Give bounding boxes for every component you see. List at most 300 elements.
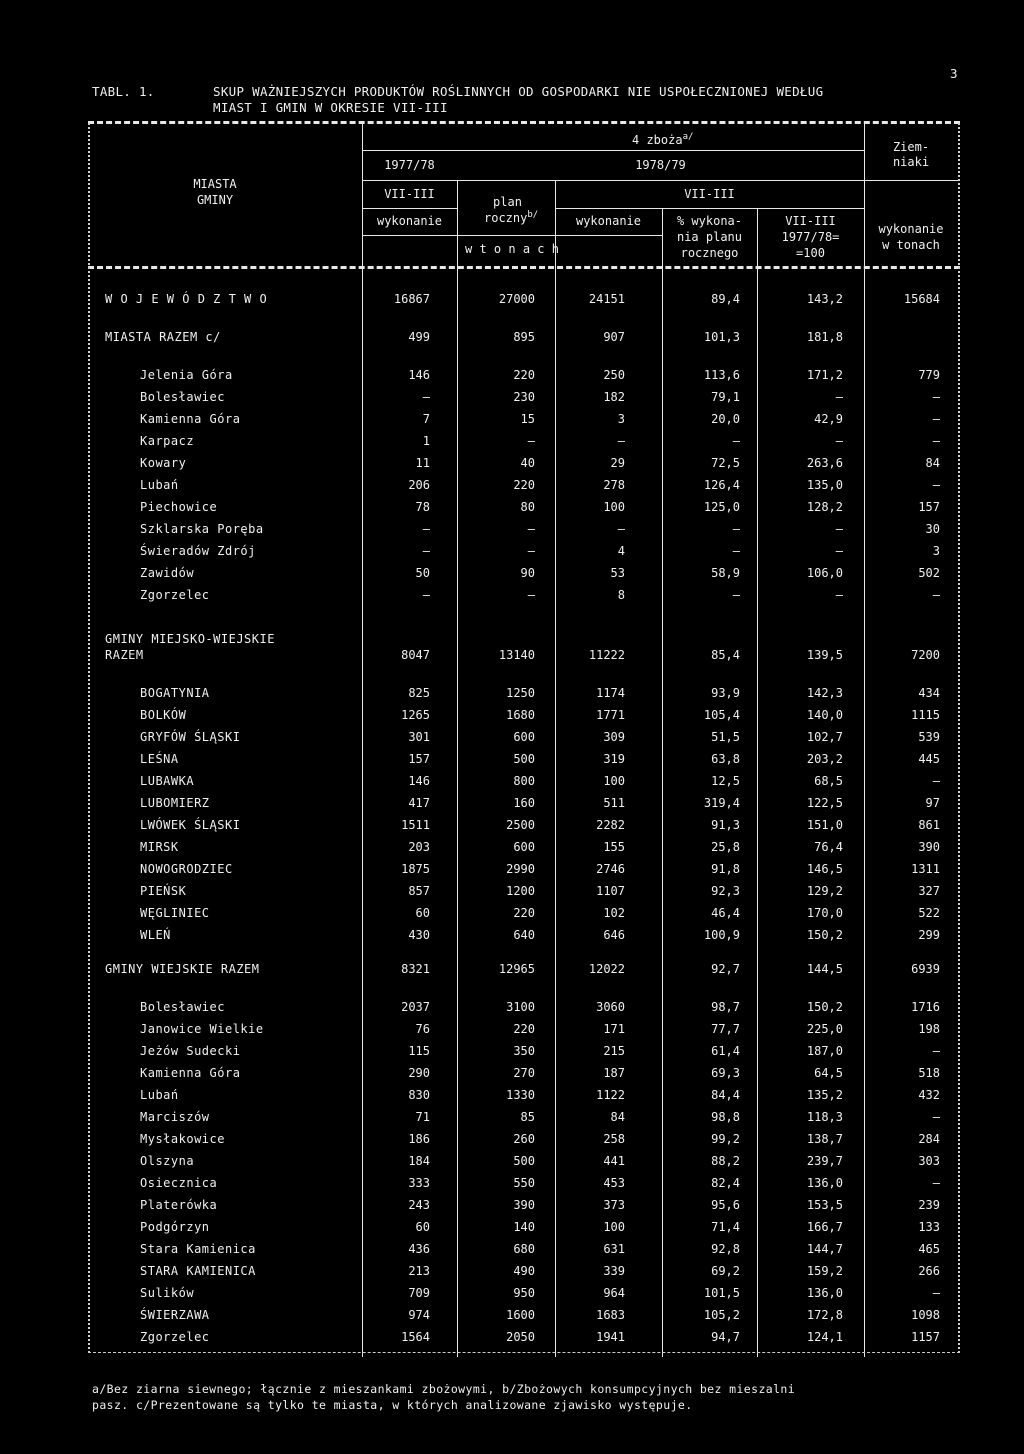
cell-col-6: 7200 (911, 648, 940, 662)
cell-col-1: 115 (408, 1044, 430, 1058)
cell-col-6: 15684 (903, 292, 940, 306)
cell-col-5: 76,4 (814, 840, 843, 854)
cell-col-6: – (932, 412, 940, 426)
cell-col-1: 1564 (401, 1330, 430, 1344)
row-label: Lubań (140, 478, 179, 492)
cell-col-3: 29 (610, 456, 625, 470)
cell-col-2: 2050 (506, 1330, 535, 1344)
table-row (0, 818, 1024, 838)
cell-col-3: 8 (617, 588, 625, 602)
cell-col-5: 138,7 (806, 1132, 843, 1146)
cell-col-4: 95,6 (711, 1198, 740, 1212)
cell-col-3: 646 (603, 928, 625, 942)
table-row (0, 292, 1024, 312)
cell-col-6: 3 (932, 544, 940, 558)
cell-col-5: 170,0 (806, 906, 843, 920)
row-label: Mysłakowice (140, 1132, 225, 1146)
row-label: NOWOGRODZIEC (140, 862, 233, 876)
cell-col-5: – (835, 544, 843, 558)
header-line-f (362, 235, 662, 236)
cell-col-1: 974 (408, 1308, 430, 1322)
cell-col-5: 135,0 (806, 478, 843, 492)
table-row (0, 1110, 1024, 1130)
cell-col-1: 16867 (393, 292, 430, 306)
wykonanie-1977-header: wykonanie (376, 214, 443, 228)
cell-col-2: 90 (520, 566, 535, 580)
row-label: Lubań (140, 1088, 179, 1102)
cell-col-6: 522 (918, 906, 940, 920)
cell-col-3: 250 (603, 368, 625, 382)
row-label: WLEŃ (140, 928, 171, 942)
cell-col-5: 142,3 (806, 686, 843, 700)
cell-col-4: 125,0 (703, 500, 740, 514)
roczny-header: roczny$^{b/}$ (484, 210, 539, 225)
cell-col-2: 220 (513, 906, 535, 920)
cell-col-5: 150,2 (806, 928, 843, 942)
cell-col-4: 58,9 (711, 566, 740, 580)
cell-col-3: 84 (610, 1110, 625, 1124)
cell-col-6: 432 (918, 1088, 940, 1102)
cell-col-6: 6939 (911, 962, 940, 976)
cell-col-4: 72,5 (711, 456, 740, 470)
cell-col-3: 2746 (596, 862, 625, 876)
row-label: W O J E W Ó D Z T W O (105, 292, 268, 306)
row-label: Zgorzelec (140, 1330, 210, 1344)
wykonanie-tonach-header-2: w tonach (882, 238, 940, 252)
plan-header: plan (493, 195, 522, 209)
header-line-a (362, 150, 864, 151)
cell-col-5: 118,3 (806, 1110, 843, 1124)
cell-col-1: 146 (408, 368, 430, 382)
cell-col-2: 80 (520, 500, 535, 514)
cell-col-6: 465 (918, 1242, 940, 1256)
cell-col-2: – (527, 588, 535, 602)
table-row (0, 632, 1024, 662)
cell-col-6: 518 (918, 1066, 940, 1080)
cell-col-3: 53 (610, 566, 625, 580)
cell-col-1: 184 (408, 1154, 430, 1168)
year-1977-header: 1977/78 (384, 158, 435, 172)
cell-col-1: – (422, 544, 430, 558)
cell-col-4: 98,7 (711, 1000, 740, 1014)
table-row (0, 774, 1024, 794)
cell-col-6: 502 (918, 566, 940, 580)
cell-col-6: 1098 (911, 1308, 940, 1322)
cell-col-4: 46,4 (711, 906, 740, 920)
header-bottom-rule (88, 266, 960, 269)
cell-col-6: 1716 (911, 1000, 940, 1014)
table-row (0, 1176, 1024, 1196)
index-header-1: VII-III (785, 214, 836, 228)
cell-col-4: 105,4 (703, 708, 740, 722)
units-header: w t o n a c h (465, 242, 559, 256)
cell-col-4: 84,4 (711, 1088, 740, 1102)
cell-col-4: 113,6 (703, 368, 740, 382)
cell-col-6: 239 (918, 1198, 940, 1212)
cell-col-4: 92,7 (711, 962, 740, 976)
table-row (0, 434, 1024, 454)
cell-col-2: 680 (513, 1242, 535, 1256)
cell-col-4: 89,4 (711, 292, 740, 306)
table-row (0, 962, 1024, 982)
cell-col-6: – (932, 390, 940, 404)
cell-col-1: 499 (408, 330, 430, 344)
cell-col-3: 3060 (596, 1000, 625, 1014)
cell-col-5: 42,9 (814, 412, 843, 426)
ziemniaki-header-2: niaki (892, 155, 930, 169)
cell-col-3: 102 (603, 906, 625, 920)
cell-col-5: 135,2 (806, 1088, 843, 1102)
cell-col-3: 12022 (588, 962, 625, 976)
row-label: Zawidów (140, 566, 195, 580)
row-label: LUBOMIERZ (140, 796, 210, 810)
header-line-e (864, 180, 958, 181)
cell-col-4: 100,9 (703, 928, 740, 942)
cell-col-3: 3 (617, 412, 625, 426)
cell-col-4: 77,7 (711, 1022, 740, 1036)
cell-col-4: 12,5 (711, 774, 740, 788)
cell-col-1: 290 (408, 1066, 430, 1080)
table-row (0, 1066, 1024, 1086)
cell-col-6: – (932, 434, 940, 448)
cell-col-6: 1115 (911, 708, 940, 722)
cell-col-2: 160 (513, 796, 535, 810)
table-row (0, 478, 1024, 498)
row-label: MIASTA RAZEM c/ (105, 330, 221, 344)
cell-col-4: 69,3 (711, 1066, 740, 1080)
cell-col-5: 136,0 (806, 1286, 843, 1300)
cell-col-2: 2990 (506, 862, 535, 876)
cell-col-4: 20,0 (711, 412, 740, 426)
cell-col-5: 171,2 (806, 368, 843, 382)
cell-col-3: 171 (603, 1022, 625, 1036)
cell-col-5: 187,0 (806, 1044, 843, 1058)
cell-col-2: 40 (520, 456, 535, 470)
table-row (0, 928, 1024, 948)
row-label: BOLKÓW (140, 708, 187, 722)
row-label: Kamienna Góra (140, 1066, 241, 1080)
cell-col-6: – (932, 1044, 940, 1058)
cell-col-2: 85 (520, 1110, 535, 1124)
cell-col-5: 150,2 (806, 1000, 843, 1014)
cell-col-3: 215 (603, 1044, 625, 1058)
row-label: Świeradów Zdrój (140, 544, 256, 558)
cell-col-3: 1174 (596, 686, 625, 700)
cell-col-6: 133 (918, 1220, 940, 1234)
cell-col-1: 7 (422, 412, 430, 426)
cell-col-5: 239,7 (806, 1154, 843, 1168)
wykonanie-tonach-header-1: wykonanie (878, 222, 944, 236)
cell-col-4: 88,2 (711, 1154, 740, 1168)
cell-col-6: 303 (918, 1154, 940, 1168)
cell-col-1: 857 (408, 884, 430, 898)
table-row (0, 1242, 1024, 1262)
table-row (0, 884, 1024, 904)
cell-col-5: 151,0 (806, 818, 843, 832)
cell-col-4: 126,4 (703, 478, 740, 492)
cell-col-2: 220 (513, 368, 535, 382)
cell-col-1: 825 (408, 686, 430, 700)
cell-col-5: 140,0 (806, 708, 843, 722)
cell-col-6: 299 (918, 928, 940, 942)
row-label: Jelenia Góra (140, 368, 233, 382)
cell-col-3: – (617, 434, 625, 448)
cell-col-2: 270 (513, 1066, 535, 1080)
cell-col-1: 146 (408, 774, 430, 788)
cell-col-2: 350 (513, 1044, 535, 1058)
row-label: Osiecznica (140, 1176, 218, 1190)
cell-col-3: 278 (603, 478, 625, 492)
cell-col-4: – (732, 434, 740, 448)
cell-col-1: 157 (408, 752, 430, 766)
cell-col-2: 220 (513, 478, 535, 492)
cell-col-1: 1511 (401, 818, 430, 832)
cell-col-2: 640 (513, 928, 535, 942)
cell-col-4: 319,4 (703, 796, 740, 810)
cell-col-4: 93,9 (711, 686, 740, 700)
stub-header-1: MIASTA (193, 177, 237, 191)
cell-col-3: 182 (603, 390, 625, 404)
table-row (0, 544, 1024, 564)
cell-col-6: 434 (918, 686, 940, 700)
cell-col-5: 144,7 (806, 1242, 843, 1256)
cell-col-4: 91,3 (711, 818, 740, 832)
table-row (0, 500, 1024, 520)
cell-col-3: 453 (603, 1176, 625, 1190)
table-row (0, 390, 1024, 410)
row-label: GMINY MIEJSKO-WIEJSKIE (105, 632, 275, 646)
cell-col-3: 1107 (596, 884, 625, 898)
row-label: STARA KAMIENICA (140, 1264, 256, 1278)
table-row (0, 566, 1024, 586)
row-label: Olszyna (140, 1154, 195, 1168)
cell-col-6: 157 (918, 500, 940, 514)
cell-col-2: 490 (513, 1264, 535, 1278)
table-row (0, 330, 1024, 350)
row-label: Karpacz (140, 434, 195, 448)
table-row (0, 1044, 1024, 1064)
cell-col-6: – (932, 1110, 940, 1124)
row-label: Kamienna Góra (140, 412, 241, 426)
footnote-1: a/Bez ziarna siewnego; łącznie z mieszankami zbożowymi, b/Zbożowych konsumpcyjnych bez mieszalni (92, 1382, 796, 1396)
cell-col-3: 100 (603, 1220, 625, 1234)
cell-col-6: 390 (918, 840, 940, 854)
cell-col-1: 8321 (401, 962, 430, 976)
cell-col-2: 13140 (498, 648, 535, 662)
cell-col-3: 24151 (588, 292, 625, 306)
table-label: TABL. 1. (92, 84, 155, 99)
cell-col-4: 79,1 (711, 390, 740, 404)
cell-col-2: 550 (513, 1176, 535, 1190)
cell-col-6: 198 (918, 1022, 940, 1036)
cell-col-4: 63,8 (711, 752, 740, 766)
cell-col-4: 99,2 (711, 1132, 740, 1146)
cell-col-4: 92,8 (711, 1242, 740, 1256)
cell-col-2: 140 (513, 1220, 535, 1234)
header-line-b (362, 180, 864, 181)
table-row (0, 752, 1024, 772)
index-header-2: 1977/78= (781, 230, 840, 244)
cell-col-5: 166,7 (806, 1220, 843, 1234)
cell-col-1: 709 (408, 1286, 430, 1300)
row-label: Jeżów Sudecki (140, 1044, 241, 1058)
row-label: Szklarska Poręba (140, 522, 264, 536)
cell-col-4: – (732, 544, 740, 558)
cell-col-1: 203 (408, 840, 430, 854)
row-label: GRYFÓW ŚLĄSKI (140, 730, 241, 744)
row-label: MIRSK (140, 840, 179, 854)
cell-col-1: 243 (408, 1198, 430, 1212)
cell-col-5: – (835, 390, 843, 404)
cell-col-2: 1250 (506, 686, 535, 700)
row-label: Sulików (140, 1286, 195, 1300)
table-row (0, 588, 1024, 608)
cell-col-6: – (932, 774, 940, 788)
page-number: 3 (950, 66, 958, 81)
cell-col-2: 1600 (506, 1308, 535, 1322)
table-title-line1: SKUP WAŻNIEJSZYCH PRODUKTÓW ROŚLINNYCH OD GOSPODARKI NIE USPOŁECZNIONEJ WEDŁUG (213, 84, 824, 99)
period-header-2: VII-III (684, 187, 735, 201)
cell-col-3: 964 (603, 1286, 625, 1300)
cell-col-6: – (932, 478, 940, 492)
cell-col-3: 100 (603, 500, 625, 514)
cell-col-3: 100 (603, 774, 625, 788)
cell-col-5: 203,2 (806, 752, 843, 766)
cell-col-3: 4 (617, 544, 625, 558)
cell-col-2: 1330 (506, 1088, 535, 1102)
cell-col-5: 225,0 (806, 1022, 843, 1036)
row-label: Bolesławiec (140, 1000, 225, 1014)
cell-col-6: – (932, 588, 940, 602)
header-line-c (362, 208, 457, 209)
table-row (0, 368, 1024, 388)
cell-col-5: – (835, 588, 843, 602)
row-label: Zgorzelec (140, 588, 210, 602)
cell-col-5: 172,8 (806, 1308, 843, 1322)
cell-col-4: 91,8 (711, 862, 740, 876)
cell-col-2: 230 (513, 390, 535, 404)
cell-col-4: 69,2 (711, 1264, 740, 1278)
cell-col-2: 600 (513, 730, 535, 744)
cell-col-5: 144,5 (806, 962, 843, 976)
table-row (0, 1286, 1024, 1306)
cell-col-2: 12965 (498, 962, 535, 976)
cell-col-2: – (527, 522, 535, 536)
cell-col-1: – (422, 588, 430, 602)
table-row (0, 522, 1024, 542)
cell-col-2: 390 (513, 1198, 535, 1212)
row-label: Platerówka (140, 1198, 218, 1212)
cell-col-4: 25,8 (711, 840, 740, 854)
cell-col-1: 1875 (401, 862, 430, 876)
table-row (0, 862, 1024, 882)
cell-col-5: 136,0 (806, 1176, 843, 1190)
cell-col-2: 500 (513, 752, 535, 766)
row-label: Stara Kamienica (140, 1242, 256, 1256)
cell-col-5: 128,2 (806, 500, 843, 514)
cell-col-6: 1311 (911, 862, 940, 876)
row-label-cont: RAZEM (105, 648, 144, 662)
row-label: Podgórzyn (140, 1220, 210, 1234)
cell-col-5: 129,2 (806, 884, 843, 898)
cell-col-4: – (732, 522, 740, 536)
cell-col-2: 800 (513, 774, 535, 788)
cell-col-1: 1 (422, 434, 430, 448)
cell-col-6: 266 (918, 1264, 940, 1278)
cell-col-3: 511 (603, 796, 625, 810)
row-label: Bolesławiec (140, 390, 225, 404)
header-top-rule (88, 121, 960, 124)
table-row (0, 1198, 1024, 1218)
cell-col-3: 155 (603, 840, 625, 854)
cell-col-3: 319 (603, 752, 625, 766)
cell-col-5: 106,0 (806, 566, 843, 580)
cell-col-5: 102,7 (806, 730, 843, 744)
cell-col-3: 187 (603, 1066, 625, 1080)
index-header-3: =100 (796, 246, 825, 260)
cell-col-4: 82,4 (711, 1176, 740, 1190)
cell-col-1: 50 (415, 566, 430, 580)
cell-col-6: 327 (918, 884, 940, 898)
cell-col-5: 64,5 (814, 1066, 843, 1080)
cell-col-6: 97 (925, 796, 940, 810)
cell-col-4: 71,4 (711, 1220, 740, 1234)
footnote-rule (88, 1352, 960, 1353)
table-row (0, 412, 1024, 432)
cell-col-1: 430 (408, 928, 430, 942)
table-row (0, 1022, 1024, 1042)
cell-col-1: 78 (415, 500, 430, 514)
cell-col-3: 309 (603, 730, 625, 744)
row-label: Janowice Wielkie (140, 1022, 264, 1036)
cell-col-2: 500 (513, 1154, 535, 1168)
table-row (0, 1330, 1024, 1350)
cell-col-1: 60 (415, 906, 430, 920)
cell-col-1: 76 (415, 1022, 430, 1036)
row-label: Kowary (140, 456, 187, 470)
cell-col-1: 206 (408, 478, 430, 492)
cell-col-6: 284 (918, 1132, 940, 1146)
header-line-d (555, 208, 864, 209)
row-label: PIEŃSK (140, 884, 187, 898)
cell-col-6: 1157 (911, 1330, 940, 1344)
cell-col-6: 539 (918, 730, 940, 744)
cell-col-5: 122,5 (806, 796, 843, 810)
cell-col-5: 153,5 (806, 1198, 843, 1212)
cell-col-4: 98,8 (711, 1110, 740, 1124)
row-label: LEŚNA (140, 752, 179, 766)
cell-col-5: 263,6 (806, 456, 843, 470)
cell-col-2: 15 (520, 412, 535, 426)
cell-col-4: 105,2 (703, 1308, 740, 1322)
cell-col-1: 436 (408, 1242, 430, 1256)
table-row (0, 730, 1024, 750)
table-title-line2: MIAST I GMIN W OKRESIE VII-III (213, 100, 448, 115)
cell-col-3: 1122 (596, 1088, 625, 1102)
cell-col-4: 61,4 (711, 1044, 740, 1058)
cell-col-4: 92,3 (711, 884, 740, 898)
table-row (0, 1220, 1024, 1240)
cell-col-2: 3100 (506, 1000, 535, 1014)
table-row (0, 1264, 1024, 1284)
table-row (0, 1132, 1024, 1152)
cell-col-2: – (527, 544, 535, 558)
table-row (0, 686, 1024, 706)
row-label: LWÓWEK ŚLĄSKI (140, 818, 241, 832)
cell-col-4: 101,5 (703, 1286, 740, 1300)
stub-header-2: GMINY (196, 193, 234, 207)
cell-col-5: 139,5 (806, 648, 843, 662)
